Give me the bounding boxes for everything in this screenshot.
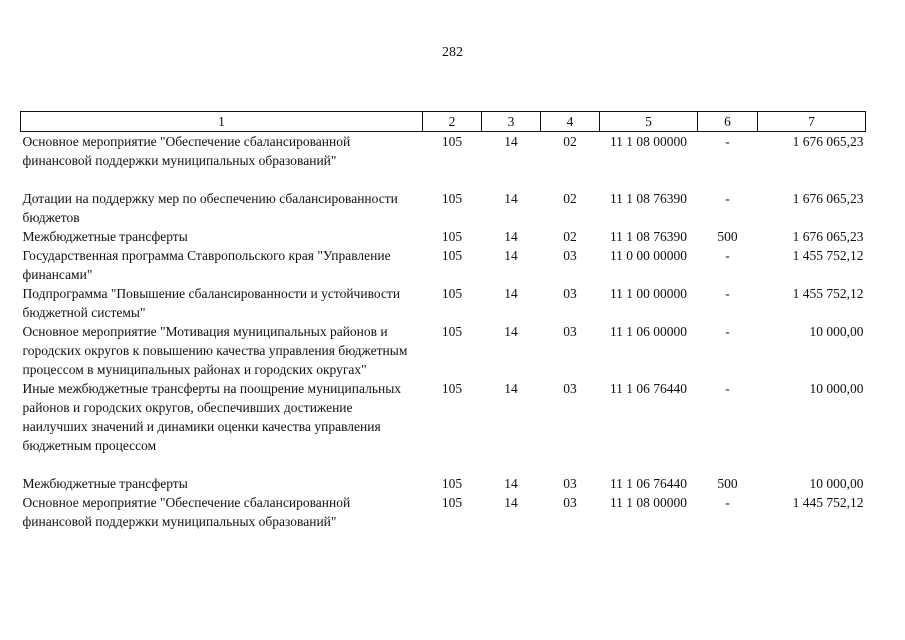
row-col-2: 105 — [441, 381, 463, 396]
table-row — [21, 132, 866, 190]
row-amount: 1 445 752,12 — [792, 495, 864, 510]
row-col-4: 03 — [563, 476, 577, 491]
row-amount: 1 455 752,12 — [792, 286, 864, 301]
row-col-5: 11 1 06 00000 — [609, 324, 688, 339]
row-col-5: 11 1 00 00000 — [609, 286, 688, 301]
table-row — [21, 379, 866, 474]
table-row — [21, 474, 866, 493]
table-body — [21, 132, 866, 532]
row-name: Основное мероприятие "Мотивация муниципальных районов и городских округов к повышению качества управления бюджетным процессом в муниципальных районах и городских округах" — [22, 324, 408, 377]
row-amount: 10 000,00 — [809, 476, 864, 491]
table-row — [21, 493, 866, 531]
column-header-6: 6 — [698, 112, 758, 132]
column-header-3: 3 — [482, 112, 541, 132]
row-col-4: 03 — [563, 286, 577, 301]
row-col-4: 02 — [563, 229, 577, 244]
row-name: Иные межбюджетные трансферты на поощрение муниципальных районов и городских округов, обеспечивших достижение наилучших значений и динамики оценки качества управления бюджетным процессом — [22, 381, 402, 453]
column-header-4: 4 — [541, 112, 600, 132]
row-col-6: - — [725, 248, 730, 263]
row-col-6: - — [725, 381, 730, 396]
row-col-6: - — [725, 134, 730, 149]
row-col-3: 14 — [504, 286, 518, 301]
row-col-5: 11 1 08 76390 — [609, 191, 688, 206]
budget-table — [20, 111, 866, 531]
page-number: 282 — [442, 45, 463, 60]
row-col-3: 14 — [504, 229, 518, 244]
row-col-5: 11 0 00 00000 — [609, 248, 688, 263]
row-col-2: 105 — [441, 324, 463, 339]
row-col-3: 14 — [504, 248, 518, 263]
row-col-4: 03 — [563, 248, 577, 263]
table-header-row — [21, 112, 866, 132]
row-col-6: - — [725, 495, 730, 510]
row-amount: 1 676 065,23 — [792, 134, 864, 149]
row-col-4: 03 — [563, 381, 577, 396]
row-name: Основное мероприятие "Обеспечение сбалансированной финансовой поддержки муниципальных образований" — [22, 495, 351, 529]
row-col-4: 02 — [563, 191, 577, 206]
row-col-4: 02 — [563, 134, 577, 149]
row-name: Межбюджетные трансферты — [22, 229, 188, 244]
row-col-3: 14 — [504, 191, 518, 206]
row-col-2: 105 — [441, 191, 463, 206]
table-row — [21, 284, 866, 322]
column-header-2: 2 — [423, 112, 482, 132]
row-col-5: 11 1 08 00000 — [609, 495, 688, 510]
row-amount: 1 676 065,23 — [792, 229, 864, 244]
row-col-4: 03 — [563, 495, 577, 510]
row-col-3: 14 — [504, 324, 518, 339]
column-header-1: 1 — [21, 112, 423, 132]
row-col-2: 105 — [441, 286, 463, 301]
row-col-6: - — [725, 191, 730, 206]
row-col-3: 14 — [504, 476, 518, 491]
row-col-2: 105 — [441, 495, 463, 510]
column-header-5: 5 — [600, 112, 698, 132]
row-col-5: 11 1 06 76440 — [609, 381, 688, 396]
row-name: Подпрограмма "Повышение сбалансированности и устойчивости бюджетной системы" — [22, 286, 401, 320]
row-col-4: 03 — [563, 324, 577, 339]
row-name: Государственная программа Ставропольского края "Управление финансами" — [22, 248, 391, 282]
column-header-7: 7 — [758, 112, 866, 132]
row-name: Основное мероприятие "Обеспечение сбалансированной финансовой поддержки муниципальных образований" — [22, 134, 351, 168]
table-row — [21, 227, 866, 246]
row-amount: 10 000,00 — [809, 381, 864, 396]
row-col-2: 105 — [441, 248, 463, 263]
row-col-3: 14 — [504, 495, 518, 510]
row-amount: 1 676 065,23 — [792, 191, 864, 206]
row-col-2: 105 — [441, 134, 463, 149]
row-col-6: 500 — [717, 229, 738, 244]
row-col-5: 11 1 06 76440 — [609, 476, 688, 491]
row-col-6: 500 — [717, 476, 738, 491]
row-amount: 1 455 752,12 — [792, 248, 864, 263]
row-col-5: 11 1 08 00000 — [609, 134, 688, 149]
row-name: Межбюджетные трансферты — [22, 476, 188, 491]
row-name: Дотации на поддержку мер по обеспечению сбалансированности бюджетов — [22, 191, 398, 225]
row-col-3: 14 — [504, 134, 518, 149]
row-col-5: 11 1 08 76390 — [609, 229, 688, 244]
table-row — [21, 322, 866, 379]
row-col-6: - — [725, 324, 730, 339]
row-amount: 10 000,00 — [809, 324, 864, 339]
row-col-2: 105 — [441, 229, 463, 244]
table-row — [21, 189, 866, 227]
row-col-3: 14 — [504, 381, 518, 396]
row-col-6: - — [725, 286, 730, 301]
table-row — [21, 246, 866, 284]
row-col-2: 105 — [441, 476, 463, 491]
